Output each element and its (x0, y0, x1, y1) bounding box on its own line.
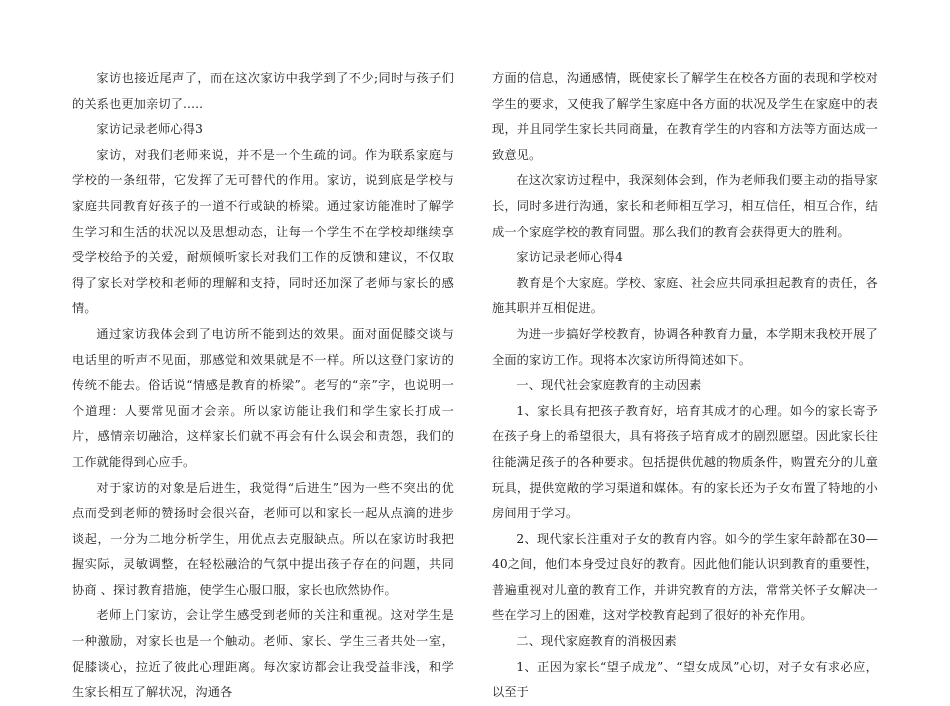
paragraph: 家访也接近尾声了，而在这次家访中我学到了不少;同时与孩子们的关系也更加亲切了..... (72, 71, 454, 111)
paragraph: 对于家访的对象是后进生，我觉得“后进生”因为一些不突出的优点而受到老师的赞扬时会很兴奋，老师可以和家长一起从点滴的进步谈起，一分为二地分析学生，用优点去克服缺点。所以在家访时我把握实际，灵敏调整，在轻松融洽的气氛中提出孩子存在的问题，共同协商 、探讨教育措施，使学生心服口服，家长也欣然协作。 (72, 480, 454, 597)
paragraph: 1、家长具有把孩子教育好，培育其成才的心理。如今的家长寄予在孩子身上的希望很大，具有将孩子培育成才的剧烈愿望。因此家长往往能满足孩子的各种要求。包括提供优越的物质条件，购置充分的儿童玩具，提供宽敞的学习渠道和媒体。有的家长还为子女布置了特地的小房间用于学习。 (492, 403, 878, 521)
left-column (72, 66, 454, 706)
paragraph: 教育是个大家庭。学校、家庭、社会应共同承担起教育的责任，各施其职并互相促进。 (492, 275, 878, 316)
paragraph: 为进一步搞好学校教育，协调各种教育力量，本学期末我校开展了全面的家访工作。现将本次家访所得简述如下。 (492, 326, 878, 367)
paragraph: 在这次家访过程中，我深刻体会到，作为老师我们要主动的指导家长，同时多进行沟通，家长和老师相互学习，相互信任，相互合作，结成一个家庭学校的教育同盟。那么我们的教育会获得更大的胜利。 (492, 173, 878, 239)
subsection-heading: 一、现代社会家庭教育的主动因素 (516, 378, 702, 393)
paragraph: 老师上门家访，会让学生感受到老师的关注和重视。这对学生是一种激励，对家长也是一个触动。老师、家长、学生三者共处一室，促膝谈心，拉近了彼此心理距离。每次家访都会让我受益非浅，和学生家长相互了解状况，沟通各 (72, 608, 454, 700)
right-column (492, 66, 878, 706)
subsection-heading: 二、现代家庭教育的消极因素 (516, 634, 677, 649)
paragraph: 2、现代家长注重对子女的教育内容。如今的学生家年龄都在30—40之间，他们本身受过良好的教育。因此他们能认识到教育的重要性，普遍重视对儿童的教育工作，并讲究教育的方法，常常关怀子女解决一些在学习上的困难，这对学校教育起到了很好的补充作用。 (492, 531, 878, 623)
paragraph: 家访，对我们老师来说，并不是一个生疏的词。作为联系家庭与学校的一条纽带，它发挥了无可替代的作用。家访，说到底是学校与家庭共同教育好孩子的一道不行或缺的桥梁。通过家访能准时了解学生学习和生活的状况以及思想动态，让每一个学生不在学校却继续享受学校给予的关爱，耐烦倾听家长对我们工作的反馈和建议，不仅取得了家长对学校和老师的理解和支持，同时还加深了老师与家长的感情。 (72, 147, 454, 316)
section-heading: 家访记录老师心得3 (96, 122, 203, 137)
paragraph: 1、正因为家长“望子成龙”、“望女成凤”心切，对子女有求必应，以至于 (492, 659, 878, 700)
section-heading: 家访记录老师心得4 (516, 250, 623, 265)
paragraph: 方面的信息，沟通感情，既使家长了解学生在校各方面的表现和学校对学生的要求，又使我了解学生家庭中各方面的状况及学生在家庭中的表现，并且同学生家长共同商量，在教育学生的内容和方法等方面达成一致意见。 (492, 71, 878, 162)
paragraph: 通过家访我体会到了电访所不能到达的效果。面对面促膝交谈与电话里的听声不见面，那感觉和效果就是不一样。所以这登门家访的传统不能去。俗话说“情感是教育的桥梁”。老写的“亲”字，也说明一个道理：人要常见面才会亲。所以家访能让我们和学生家长打成一片，感情亲切融洽，这样家长们就不再会有什么误会和责怨，我们的工作就能得到心应手。 (72, 326, 454, 469)
